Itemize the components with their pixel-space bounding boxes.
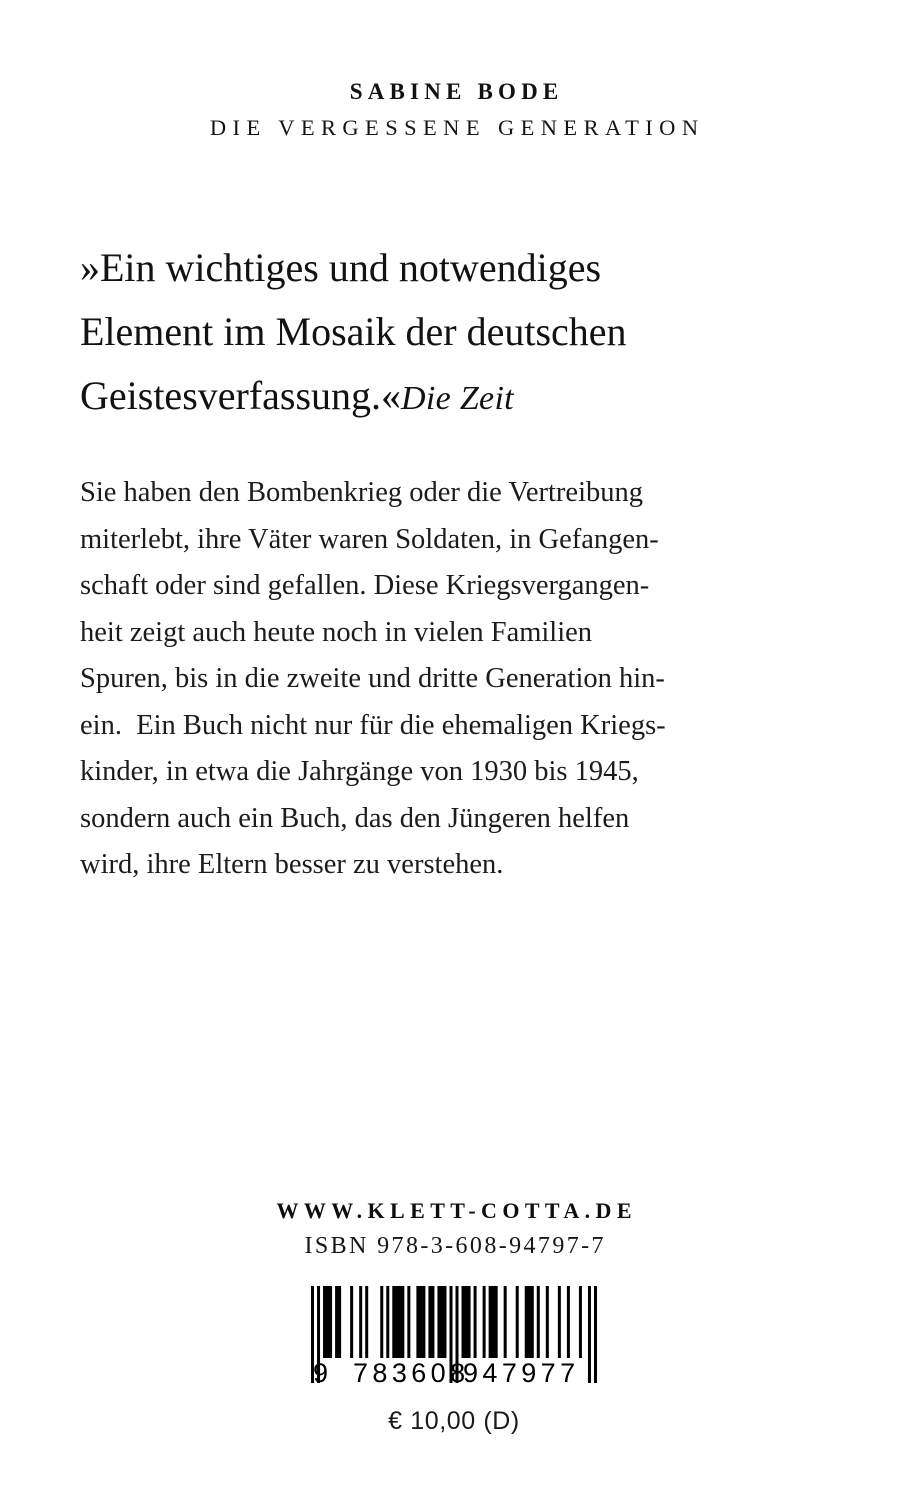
barcode-digits-left: 783608: [353, 1358, 470, 1388]
barcode-digits: [311, 1358, 597, 1388]
blurb-line-9: wird, ihre Eltern besser zu verstehen.: [80, 849, 504, 880]
isbn-text: ISBN 978-3-608-94797-7: [304, 1233, 606, 1259]
quote-source: Die Zeit: [401, 380, 514, 417]
blurb-line-2: miterlebt, ihre Väter waren Soldaten, in Gefangen-: [80, 523, 659, 555]
quote-line-1: »Ein wichtiges und notwendiges: [80, 245, 602, 290]
author-name: SABINE BODE: [349, 79, 564, 104]
barcode-digits-right: 947977: [463, 1358, 580, 1388]
barcode-area: [0, 1286, 908, 1436]
barcode: [311, 1286, 597, 1394]
blurb-line-1: Sie haben den Bombenkrieg oder die Vertreibung: [80, 477, 643, 508]
blurb-line-6: ein. Ein Buch nicht nur für die ehemaligen Kriegs-: [80, 709, 666, 741]
blurb-line-3: schaft oder sind gefallen. Diese Kriegsvergangen-: [80, 570, 650, 601]
price-label: € 10,00 (D): [388, 1407, 520, 1435]
quote-line-2: Element im Mosaik der deutschen: [80, 309, 627, 354]
publisher-url: WWW.KLETT-COTTA.DE: [276, 1198, 637, 1223]
blurb-line-8: sondern auch ein Buch, das den Jüngeren helfen: [80, 802, 630, 834]
blurb-line-4: heit zeigt auch heute noch in vielen Familien: [80, 616, 593, 648]
quote-line-3: Geistesverfassung.«: [80, 373, 402, 418]
blurb-text: [80, 470, 840, 889]
blurb-line-7: kinder, in etwa die Jahrgänge von 1930 bis 1945,: [80, 756, 639, 787]
cover-header: [0, 78, 908, 141]
pull-quote: [80, 236, 820, 431]
barcode-digit-lead: 9: [313, 1358, 329, 1388]
blurb-line-5: Spuren, bis in die zweite und dritte Generation hin-: [80, 663, 665, 694]
series-title: DIE VERGESSENE GENERATION: [209, 114, 705, 140]
cover-footer: [0, 1198, 908, 1260]
quote-line-3-row: [80, 364, 820, 431]
